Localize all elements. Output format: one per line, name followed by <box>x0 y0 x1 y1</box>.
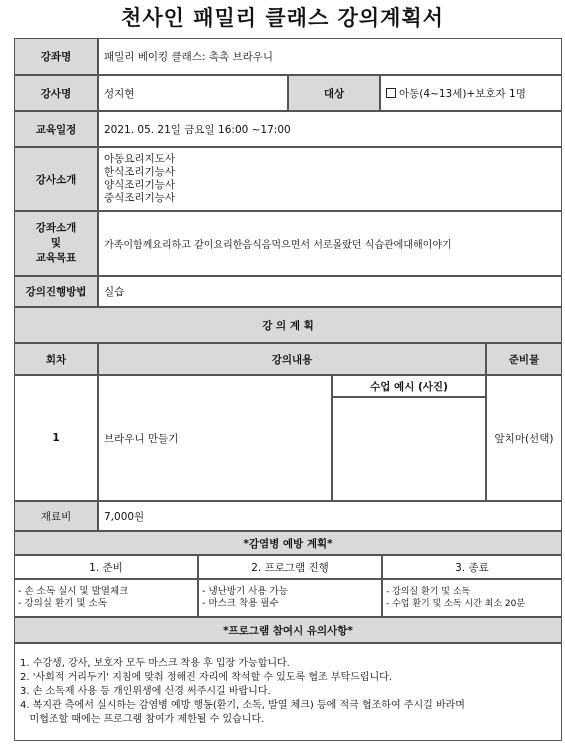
prevention-step-title: 3. 종료 <box>382 555 562 579</box>
qualification-item: 양식조리기능사 <box>104 179 176 191</box>
course-intro-label-line: 강좌소개 <box>35 222 77 234</box>
notice-item: 3. 손 소독제 사용 등 개인위생에 신경 써주시길 바랍니다. <box>20 686 271 697</box>
notice-item: 4. 복지관 측에서 실시하는 감염병 예방 행동(환기, 소독, 발열 체크) 등에 적극 협조하여 주시길 바라며 <box>20 700 465 711</box>
instructor-value: 성지현 <box>98 75 288 111</box>
target-text: 아동(4~13세)+보호자 1명 <box>399 87 526 100</box>
page-title: 천사인 패밀리 클래스 강의계획서 <box>121 6 444 30</box>
qualification-item: 아동요리지도사 <box>104 153 176 165</box>
instructor-label: 강사명 <box>14 75 98 111</box>
schedule-label: 교육일정 <box>14 111 98 147</box>
target-label: 대상 <box>288 75 380 111</box>
prevention-item: - 마스크 착용 필수 <box>202 598 279 609</box>
prevention-item: - 손 소독 실시 및 발열체크 <box>18 586 129 597</box>
notice-section-header: *프로그램 참여시 유의사항* <box>14 617 562 643</box>
prevention-item: - 강의실 환기 및 소독 <box>18 598 107 609</box>
instructor-intro-value <box>98 147 562 211</box>
prevention-step-title: 2. 프로그램 진행 <box>198 555 382 579</box>
course-intro-value: 가족이함께요리하고 같이요리한음식음먹으면서 서로몰랐던 식습관에대해이야기 <box>98 211 562 276</box>
method-value: 실습 <box>98 276 562 307</box>
course-name-label: 강좌명 <box>14 38 98 75</box>
qualification-item: 중식조리기능사 <box>104 192 176 204</box>
prevention-item: - 냉난방기 사용 가능 <box>202 586 288 597</box>
notice-item: 1. 수강생, 강사, 보호자 모두 마스크 착용 후 입장 가능합니다. <box>20 658 290 669</box>
lesson-content: 브라우니 만들기 <box>98 375 332 501</box>
example-photo-area <box>332 397 486 501</box>
plan-section-header: 강 의 계 획 <box>14 307 562 343</box>
course-intro-label-line: 교육목표 <box>35 252 77 264</box>
qualification-item: 한식조리기능사 <box>104 166 176 178</box>
notice-list <box>14 643 562 741</box>
instructor-intro-label: 강사소개 <box>14 147 98 211</box>
materials-value: 앞치마(선택) <box>486 375 562 501</box>
prevention-step-items <box>382 579 562 617</box>
checkbox-icon <box>386 88 396 98</box>
session-number: 1 <box>14 375 98 501</box>
materials-column-header: 준비물 <box>486 343 562 375</box>
target-value <box>380 75 562 111</box>
prevention-step-items <box>14 579 198 617</box>
prevention-section-header: *감염병 예방 계획* <box>14 531 562 555</box>
prevention-step-items <box>198 579 382 617</box>
content-column-header: 강의내용 <box>98 343 486 375</box>
notice-item: 미협조할 때에는 프로그램 참여가 제한될 수 있습니다. <box>20 714 265 725</box>
prevention-item: - 강의실 환기 및 소독 <box>386 587 471 597</box>
example-photo-header: 수업 예시 (사진) <box>332 375 486 397</box>
course-intro-label-line: 및 <box>50 237 62 249</box>
fee-value: 7,000원 <box>98 501 562 531</box>
course-name-value: 패밀리 베이킹 클래스: 촉촉 브라우니 <box>98 38 562 75</box>
notice-item: 2. '사회적 거리두기' 지침에 맞춰 정해진 자리에 착석할 수 있도록 협조 부탁드립니다. <box>20 672 392 683</box>
fee-label: 재료비 <box>14 501 98 531</box>
course-intro-label <box>14 211 98 276</box>
prevention-item: - 수업 환기 및 소독 시간 최소 20분 <box>386 599 526 609</box>
schedule-value: 2021. 05. 21일 금요일 16:00 ~17:00 <box>98 111 562 147</box>
prevention-step-title: 1. 준비 <box>14 555 198 579</box>
session-column-header: 회차 <box>14 343 98 375</box>
method-label: 강의진행방법 <box>14 276 98 307</box>
